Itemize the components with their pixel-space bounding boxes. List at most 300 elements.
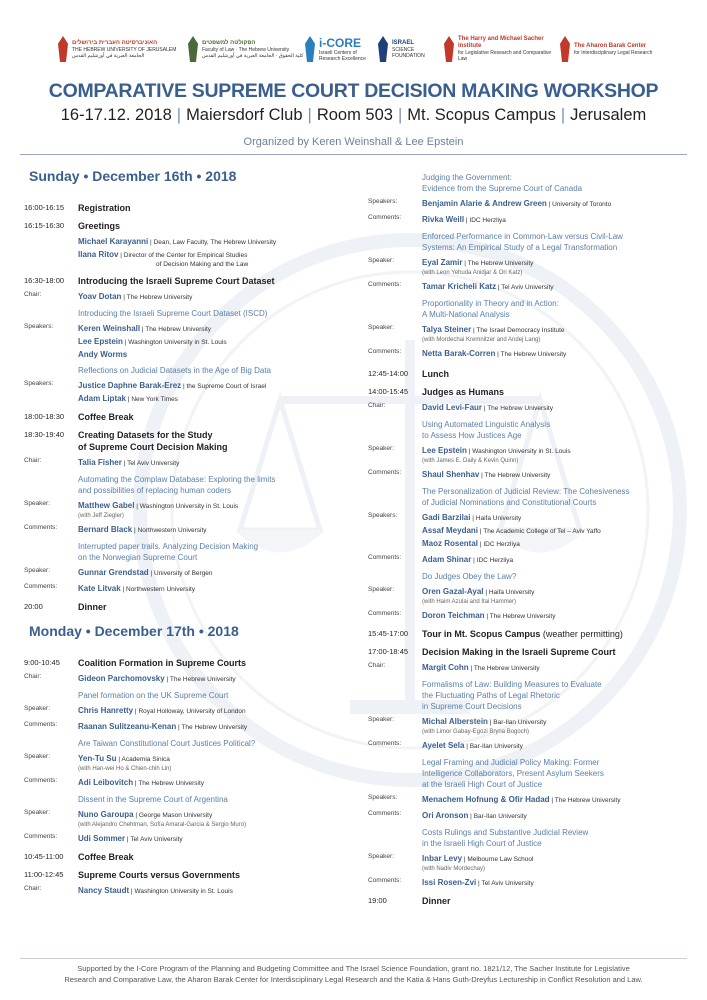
participant-row bbox=[368, 739, 688, 752]
session bbox=[24, 220, 344, 269]
coauthors: (with Mordechai Kremnitzer and Andej Lang) bbox=[422, 337, 541, 343]
logo-text-line: SCIENCE bbox=[392, 46, 415, 53]
role-label: Speaker: bbox=[368, 586, 395, 593]
separator: | bbox=[181, 383, 187, 390]
participant bbox=[422, 401, 688, 414]
participant-list bbox=[422, 256, 688, 277]
participant-row bbox=[24, 720, 344, 733]
session-title bbox=[78, 275, 275, 287]
participant bbox=[78, 348, 344, 360]
participant bbox=[78, 322, 344, 335]
participant-row bbox=[24, 776, 344, 789]
role-label: Comments: bbox=[368, 214, 402, 221]
participant-affiliation: The Hebrew University bbox=[467, 260, 534, 267]
participant-row bbox=[24, 672, 344, 685]
separator: | bbox=[487, 719, 494, 726]
session bbox=[368, 386, 688, 622]
paper-title bbox=[422, 486, 688, 508]
participant bbox=[78, 523, 344, 536]
participant-row bbox=[24, 752, 344, 773]
participant-row bbox=[368, 213, 688, 226]
role-label: Comments: bbox=[24, 583, 58, 590]
participant-list bbox=[78, 704, 344, 717]
participant bbox=[78, 720, 344, 733]
participant bbox=[422, 197, 688, 210]
role-label: Speaker: bbox=[24, 567, 51, 574]
role-label: Comments: bbox=[24, 777, 58, 784]
participant-affiliation: IDC Herzliya bbox=[476, 557, 514, 564]
paper-title-line: Interrupted paper trails. Analyzing Decision Making bbox=[78, 542, 259, 551]
participant-name: Rivka Weill bbox=[422, 215, 465, 224]
session-time: 16:00-16:15 bbox=[24, 203, 65, 212]
logo-text-line: The Aharon Barak Center bbox=[574, 42, 647, 49]
participant bbox=[422, 256, 688, 269]
participant-name: Adam Shinar bbox=[422, 555, 472, 564]
participant bbox=[422, 280, 688, 293]
participant-list bbox=[78, 672, 344, 685]
participant-affiliation: The Hebrew University bbox=[473, 665, 540, 672]
logo-text bbox=[72, 40, 176, 59]
participant-row bbox=[368, 715, 688, 736]
participant-affiliation: Dean, Law Faculty, The Hebrew University bbox=[153, 239, 277, 246]
participant-list bbox=[422, 280, 688, 293]
paper-title-line: Panel formation on the UK Supreme Court bbox=[78, 691, 229, 700]
session-title bbox=[78, 869, 240, 881]
separator: | bbox=[479, 472, 485, 479]
participant-affiliation: The Israel Democracy Institute bbox=[476, 327, 565, 334]
separator: | bbox=[125, 836, 131, 843]
participant-name: Adi Leibovitch bbox=[78, 778, 134, 787]
participant-row bbox=[368, 256, 688, 277]
paper-title-line: and possibilities of replacing human coders bbox=[78, 486, 231, 495]
separator: | bbox=[495, 351, 501, 358]
participant-affiliation: The Hebrew University bbox=[181, 724, 248, 731]
session bbox=[368, 628, 688, 640]
coauthors: (with Leon Yehuda Anidjar & Ori Katz) bbox=[422, 270, 523, 276]
role-label: Chair: bbox=[24, 457, 42, 464]
participant-name: Gideon Parchomovsky bbox=[78, 674, 165, 683]
paper-title-line: Legal Framing and Judicial Policy Making: Former bbox=[422, 758, 600, 767]
separator: | bbox=[546, 201, 553, 208]
session bbox=[24, 657, 344, 845]
participant-name: Nancy Staudt bbox=[78, 886, 130, 895]
participant-name: Assaf Meydani bbox=[422, 526, 479, 535]
role-label: Comments: bbox=[368, 348, 402, 355]
participant-affiliation: Bar-Ilan University bbox=[469, 743, 523, 750]
coauthors: (with James E. Daily & Kevin Quinn) bbox=[422, 458, 519, 464]
participant-row bbox=[24, 884, 344, 897]
paper-title-line: Systems: An Empirical Study of a Legal Transformation bbox=[422, 243, 618, 252]
session-title bbox=[78, 601, 107, 613]
participant-affiliation: Washington University in St. Louis bbox=[128, 339, 227, 346]
participant-list bbox=[422, 468, 688, 481]
participant bbox=[422, 444, 688, 457]
participant-affiliation: The Academic College of Tel – Aviv Yaffo bbox=[483, 528, 601, 535]
role-label: Comments: bbox=[368, 554, 402, 561]
participant-name: Tamar Kricheli Katz bbox=[422, 282, 497, 291]
event-city: Jerusalem bbox=[570, 106, 647, 124]
footer-note bbox=[20, 963, 687, 985]
participant-row bbox=[24, 456, 344, 469]
paper-title-line: Proportionality in Theory and in Action: bbox=[422, 299, 559, 308]
session-title bbox=[422, 646, 616, 658]
participant bbox=[422, 876, 688, 889]
hebrew-university-logo bbox=[58, 30, 208, 68]
session-header bbox=[368, 628, 688, 640]
participant-affiliation: New York Times bbox=[131, 396, 178, 403]
day-heading: Sunday • December 16th • 2018 bbox=[29, 168, 237, 184]
session-title-text: Coalition Formation in Supreme Courts bbox=[78, 658, 247, 668]
participant bbox=[422, 524, 688, 537]
separator: | bbox=[549, 797, 555, 804]
participant-list bbox=[78, 808, 344, 829]
participant-affiliation: Tel Aviv University bbox=[130, 836, 183, 843]
session-header bbox=[368, 646, 688, 658]
paper-title bbox=[78, 474, 344, 496]
israel-science-foundation-emblem-icon bbox=[378, 36, 388, 62]
session-title-text: Lunch bbox=[422, 369, 449, 379]
session bbox=[24, 851, 344, 863]
participant-list bbox=[422, 197, 688, 210]
participant-affiliation: Tel Aviv University bbox=[501, 284, 554, 291]
role-label: Comments: bbox=[24, 721, 58, 728]
participant-name: Talia Fisher bbox=[78, 458, 122, 467]
role-label: Speakers: bbox=[24, 323, 54, 330]
participant-name: Netta Barak-Corren bbox=[422, 349, 496, 358]
paper-title bbox=[422, 571, 688, 582]
paper-title-line: Reflections on Judicial Datasets in the Age of Big Data bbox=[78, 366, 271, 375]
session-time: 16:30-18:00 bbox=[24, 276, 65, 285]
participant-affiliation: The Hebrew University bbox=[487, 405, 553, 412]
participant-name: Yoav Dotan bbox=[78, 292, 122, 301]
participant-row bbox=[368, 585, 688, 606]
aharon-barak-center-logo bbox=[560, 30, 690, 68]
logo-text-line: i-CORE bbox=[319, 36, 361, 50]
logo-text-line: THE HEBREW UNIVERSITY OF JERUSALEM bbox=[72, 46, 177, 53]
participant-row bbox=[24, 235, 344, 269]
separator: | bbox=[148, 570, 154, 577]
participant bbox=[422, 793, 688, 806]
participant-list bbox=[78, 832, 344, 845]
coauthors: (with Limor Gabay-Egozi Bryna Bogoch) bbox=[422, 729, 530, 735]
header-divider bbox=[20, 154, 687, 155]
session-title-text: Introducing the Israeli Supreme Court Dataset bbox=[78, 276, 275, 286]
paper-title-line: Do Judges Obey the Law? bbox=[422, 572, 517, 581]
paper-title-line: Using Automated Linguistic Analysis bbox=[422, 420, 551, 429]
participant-name: Justice Daphne Barak-Erez bbox=[78, 381, 182, 390]
session-title-text: Greetings bbox=[78, 221, 121, 231]
participant bbox=[422, 537, 688, 550]
separator: | bbox=[126, 396, 132, 403]
participant-affiliation: University of Toronto bbox=[552, 201, 612, 208]
role-label: Speaker: bbox=[24, 753, 51, 760]
participant bbox=[422, 661, 688, 674]
separator: | bbox=[478, 528, 484, 535]
session bbox=[368, 172, 688, 360]
footer-line: Supported by the I-Core Program of the Planning and Budgeting Committee and The Israel Science Foundation, grant no. 1821/12, The Sacher Institute for Legislative bbox=[77, 964, 630, 973]
separator: | bbox=[133, 708, 139, 715]
participant-list bbox=[78, 582, 344, 595]
participant bbox=[78, 582, 344, 595]
paper-title-line: Intelligence Collaborators, Present Asylum Seekers bbox=[422, 769, 604, 778]
participant bbox=[422, 715, 688, 728]
paper-title bbox=[78, 690, 344, 701]
session bbox=[368, 646, 688, 889]
session-title bbox=[78, 657, 246, 669]
coauthors: (with Nadiv Mordechay) bbox=[422, 866, 486, 872]
logo-text-line: for Interdisciplinary Legal Research bbox=[574, 49, 653, 56]
session-header bbox=[24, 202, 344, 214]
event-date: 16-17.12. 2018 bbox=[60, 106, 172, 124]
role-label: Comments: bbox=[24, 524, 58, 531]
session-note: (weather permitting) bbox=[542, 629, 623, 639]
separator: | bbox=[122, 339, 129, 346]
event-details: 16-17.12. 2018 | Maiersdorf Club | Room 503 | Mt. Scopus Campus | Jerusalem bbox=[60, 106, 647, 124]
separator: | bbox=[132, 527, 138, 534]
i-core-logo bbox=[305, 30, 375, 68]
participant-row bbox=[24, 704, 344, 717]
separator: | bbox=[464, 217, 470, 224]
session-header bbox=[24, 851, 344, 863]
session-title bbox=[78, 411, 134, 423]
paper-title-line: A Multi-National Analysis bbox=[422, 310, 510, 319]
participant-row bbox=[368, 197, 688, 210]
session-title-text: Coffee Break bbox=[78, 412, 134, 422]
logo-text-line: ISRAEL bbox=[392, 39, 415, 46]
role-label: Speaker: bbox=[368, 445, 395, 452]
separator: | bbox=[468, 813, 474, 820]
participant-list bbox=[422, 401, 688, 414]
participant-row bbox=[24, 499, 344, 520]
separator: | bbox=[496, 284, 502, 291]
separator: | bbox=[462, 260, 468, 267]
participant-name: Ori Aronson bbox=[422, 811, 469, 820]
event-venue: Maiersdorf Club bbox=[186, 106, 303, 124]
paper-title bbox=[422, 298, 688, 320]
participant bbox=[78, 566, 344, 579]
footer-divider bbox=[20, 958, 687, 959]
separator: | bbox=[133, 812, 139, 819]
participant-name: Yen-Tu Su bbox=[78, 754, 117, 763]
participant-row bbox=[368, 553, 688, 566]
participant-name: Talya Steiner bbox=[422, 325, 472, 334]
participant-row bbox=[368, 444, 688, 465]
participant bbox=[78, 499, 344, 512]
participant-list bbox=[422, 852, 688, 873]
participant-affiliation: Haifa University bbox=[488, 589, 535, 596]
participant-list bbox=[78, 720, 344, 733]
role-label: Speakers: bbox=[368, 198, 398, 205]
participant-name: Matthew Gabel bbox=[78, 501, 135, 510]
role-label: Comments: bbox=[368, 469, 402, 476]
session-header bbox=[24, 601, 344, 613]
participant-name: Lee Epstein bbox=[78, 337, 123, 346]
separator: | bbox=[471, 557, 477, 564]
participant-name: Menachem Hofnung & Ofir Hadad bbox=[422, 795, 550, 804]
session-header bbox=[24, 869, 344, 881]
participant-affiliation-cont: of Decision Making and the Law bbox=[156, 261, 249, 268]
participant bbox=[422, 213, 688, 226]
event-room: Room 503 bbox=[316, 106, 393, 124]
session bbox=[24, 411, 344, 423]
faculty-of-law-logo bbox=[188, 30, 308, 68]
paper-title-line: on the Norwegian Supreme Court bbox=[78, 553, 198, 562]
separator: | bbox=[134, 503, 140, 510]
session-time: 20:00 bbox=[24, 602, 43, 611]
participant-list bbox=[422, 739, 688, 752]
participant bbox=[422, 468, 688, 481]
role-label: Comments: bbox=[368, 281, 402, 288]
session-header bbox=[24, 429, 344, 453]
separator: | bbox=[482, 405, 488, 412]
participant-name: Keren Weinshall bbox=[78, 324, 141, 333]
participant-affiliation: Melbourne Law School bbox=[467, 856, 534, 863]
separator: | bbox=[483, 589, 489, 596]
participant-row bbox=[368, 347, 688, 360]
participant-name: Chris Hanretty bbox=[78, 706, 134, 715]
participant-name: Raanan Sulitzeanu-Kenan bbox=[78, 722, 177, 731]
separator: | bbox=[464, 743, 470, 750]
participant-name: Bernard Black bbox=[78, 525, 133, 534]
participant-row bbox=[368, 511, 688, 550]
paper-title bbox=[78, 365, 344, 376]
paper-title-line: Judging the Government: bbox=[422, 173, 512, 182]
participant bbox=[422, 739, 688, 752]
session-title-text: Creating Datasets for the Study bbox=[78, 430, 213, 440]
session-time: 18:00-18:30 bbox=[24, 412, 65, 421]
participant-affiliation: The Hebrew University bbox=[500, 351, 567, 358]
session-header bbox=[24, 220, 344, 232]
session-header bbox=[368, 386, 688, 398]
participant-list bbox=[422, 715, 688, 736]
session bbox=[368, 895, 688, 907]
separator: | bbox=[462, 856, 468, 863]
hebrew-university-emblem-icon bbox=[58, 36, 68, 62]
session-time: 15:45-17:00 bbox=[368, 629, 409, 638]
session-title bbox=[422, 895, 451, 907]
logo-text bbox=[574, 43, 652, 56]
paper-title bbox=[78, 541, 344, 563]
role-label: Speaker: bbox=[24, 500, 51, 507]
separator: | bbox=[120, 586, 126, 593]
role-label: Speaker: bbox=[24, 809, 51, 816]
session-title-text: Supreme Courts versus Governments bbox=[78, 870, 241, 880]
aharon-barak-center-emblem-icon bbox=[560, 36, 570, 62]
separator: | bbox=[133, 780, 139, 787]
session bbox=[24, 601, 344, 613]
session-title bbox=[78, 429, 228, 453]
participant-row bbox=[368, 280, 688, 293]
sacher-institute-logo bbox=[444, 30, 556, 68]
separator: | bbox=[121, 294, 127, 301]
participant-row bbox=[368, 323, 688, 344]
participant-row bbox=[24, 832, 344, 845]
logo-text-line: الجامعة العبرية في أورشليم القدس bbox=[72, 52, 145, 59]
participant-list bbox=[78, 776, 344, 789]
role-label: Speakers: bbox=[368, 512, 398, 519]
session-title bbox=[78, 220, 120, 232]
paper-title bbox=[422, 757, 688, 790]
role-label: Comments: bbox=[368, 610, 402, 617]
i-core-emblem-icon bbox=[305, 36, 315, 62]
session-header bbox=[24, 657, 344, 669]
participant bbox=[78, 752, 344, 765]
separator: | bbox=[468, 665, 474, 672]
participant-list bbox=[422, 444, 688, 465]
paper-title bbox=[422, 172, 688, 194]
session-title bbox=[422, 628, 623, 640]
program-column-left bbox=[24, 166, 344, 897]
session bbox=[368, 368, 688, 380]
participant bbox=[422, 609, 688, 622]
role-label: Comments: bbox=[368, 740, 402, 747]
participant-affiliation: the Supreme Court of Israel bbox=[186, 383, 267, 390]
paper-title-line: Automating the Complaw Database: Exploring the limits bbox=[78, 475, 276, 484]
session-title bbox=[422, 386, 504, 398]
day-heading: Monday • December 17th • 2018 bbox=[29, 623, 239, 639]
role-label: Chair: bbox=[24, 885, 42, 892]
participant-affiliation: IDC Herzliya bbox=[469, 217, 506, 224]
session bbox=[24, 429, 344, 595]
paper-title bbox=[78, 738, 344, 749]
participant-list bbox=[78, 523, 344, 536]
participant-affiliation: The Hebrew University bbox=[145, 326, 212, 333]
role-label: Chair: bbox=[24, 291, 42, 298]
separator: | bbox=[121, 460, 128, 467]
participant bbox=[78, 808, 344, 821]
session-title-text: Dinner bbox=[422, 896, 451, 906]
participant bbox=[422, 585, 688, 598]
paper-title-line: Are Taiwan Constitutional Court Justices Political? bbox=[78, 739, 256, 748]
session-time: 17:00-18:45 bbox=[368, 647, 409, 656]
logo-text-line: The Harry and Michael Sacher Institute bbox=[458, 36, 544, 49]
participant-affiliation: Bar-Ilan University bbox=[473, 813, 527, 820]
participant-list bbox=[422, 553, 688, 566]
session-title-text: Decision Making in the Israeli Supreme Court bbox=[422, 647, 616, 657]
participant bbox=[78, 248, 344, 261]
participant-list bbox=[78, 322, 344, 360]
participant-name: Ilana Ritov bbox=[78, 250, 119, 259]
logo-text bbox=[202, 40, 303, 59]
paper-title-line: in Supreme Court Decisions bbox=[422, 702, 522, 711]
participant-row bbox=[24, 523, 344, 536]
participant-row bbox=[368, 661, 688, 674]
participant-affiliation: University of Bergen bbox=[154, 570, 213, 577]
participant-list bbox=[422, 347, 688, 360]
logo-text-line: Faculty of Law · The Hebrew University bbox=[202, 46, 290, 53]
session-time: 14:00-15:45 bbox=[368, 387, 409, 396]
participant-affiliation: The Hebrew University bbox=[489, 613, 556, 620]
participant bbox=[78, 290, 344, 303]
participant-row bbox=[368, 809, 688, 822]
paper-title-line: in the Israeli High Court of Justice bbox=[422, 839, 542, 848]
sacher-institute-emblem-icon bbox=[444, 36, 454, 62]
session-title-text: Dinner bbox=[78, 602, 107, 612]
participant-row bbox=[368, 401, 688, 414]
participant-name: Gadi Barzilai bbox=[422, 513, 471, 522]
participant-name: Oren Gazal-Ayal bbox=[422, 587, 484, 596]
organizers: Organized by Keren Weinshall & Lee Epstein bbox=[243, 136, 464, 148]
faculty-of-law-emblem-icon bbox=[188, 36, 198, 62]
logo-text-line: הפקולטה למשפטים bbox=[202, 39, 256, 46]
participant-affiliation: IDC Herzliya bbox=[483, 541, 520, 548]
role-label: Speakers: bbox=[24, 380, 54, 387]
participant bbox=[422, 852, 688, 865]
role-label: Comments: bbox=[24, 833, 58, 840]
session-title-text: Registration bbox=[78, 203, 131, 213]
logo-text-line: FOUNDATION bbox=[392, 52, 425, 59]
participant bbox=[422, 323, 688, 336]
